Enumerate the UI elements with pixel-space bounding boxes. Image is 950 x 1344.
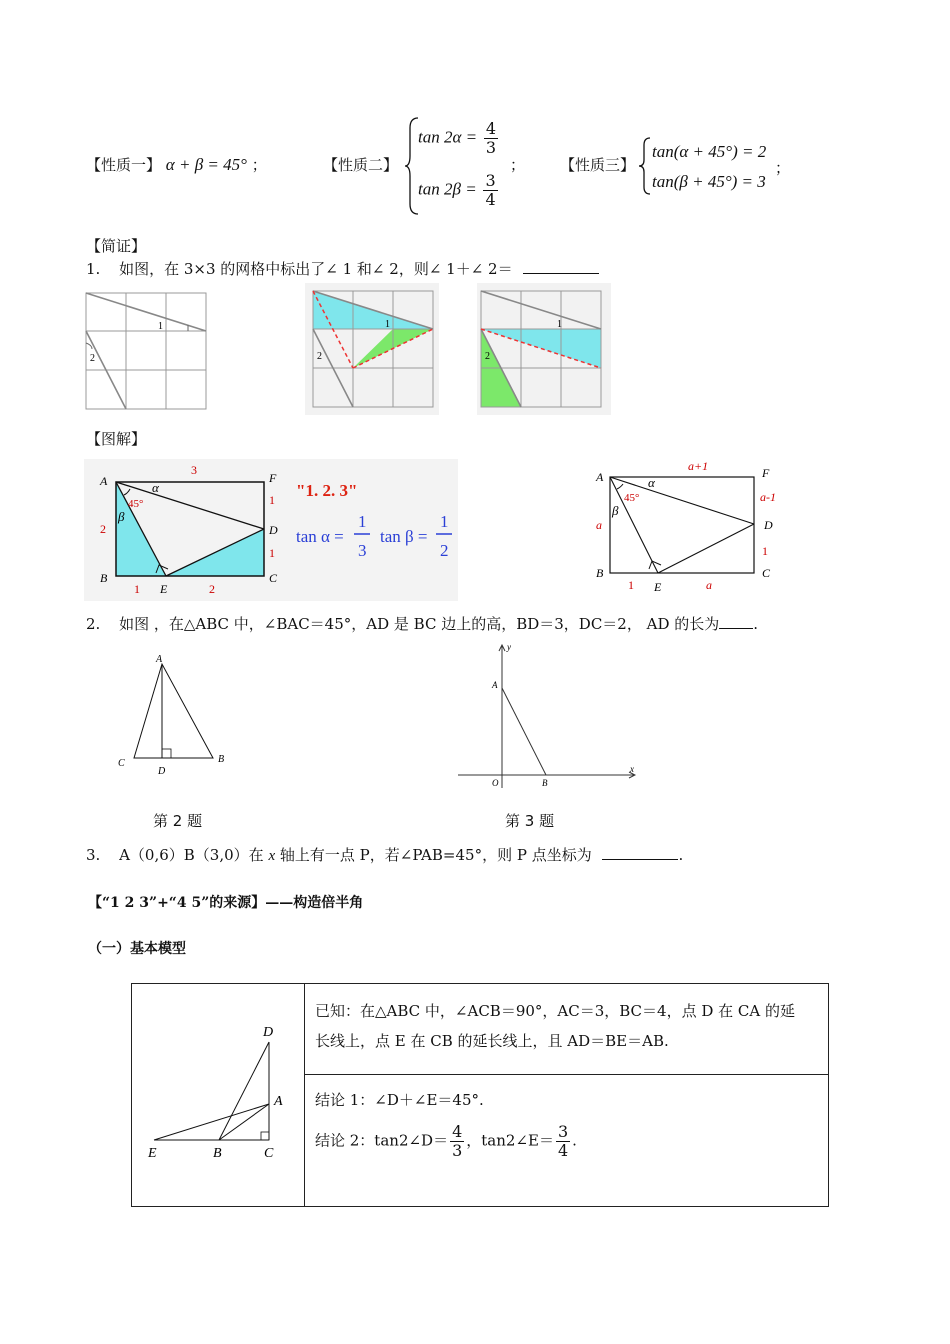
question-2-end: . xyxy=(753,615,759,633)
d2-label-F: F xyxy=(762,466,770,480)
model-label-C: C xyxy=(264,1146,274,1161)
section-heading: 【“1 2 3”+“4 5”的来源】——构造倍半角 xyxy=(88,895,364,911)
model-figure-cell xyxy=(132,984,305,1207)
property-2-frac2 xyxy=(483,172,497,209)
d2-label-B: B xyxy=(596,566,604,580)
figure-3-caption: 第 3 题 xyxy=(505,812,555,830)
d2-len-top: a+1 xyxy=(688,459,709,473)
d2-angle-45: 45° xyxy=(624,492,640,504)
question-3-text-b: 轴上有一点 P，若∠PAB=45°，则 P 点坐标为 xyxy=(279,846,592,864)
model-conclusion-1: 结论 1：∠D＋∠E＝45°. xyxy=(315,1091,484,1109)
model-given-cell xyxy=(305,984,829,1075)
proof-heading: 【简证】 xyxy=(86,237,147,255)
fig3-label-A: A xyxy=(492,680,498,690)
d2-label-C: C xyxy=(762,566,771,580)
model-label-B: B xyxy=(213,1146,222,1161)
frac-num: 3 xyxy=(485,171,496,190)
answer-blank-3[interactable] xyxy=(602,859,678,860)
model-conclusion-cell xyxy=(305,1075,829,1207)
grid-3-angle-1-label: 1 xyxy=(557,319,562,330)
figure-3-coordinate xyxy=(450,640,640,790)
grid-figure-3 xyxy=(477,283,611,415)
property-2-label: 【性质二】 xyxy=(323,156,399,174)
frac-num: 4 xyxy=(452,1122,463,1141)
property-2-line2 xyxy=(418,172,500,209)
d2-len-bottom1: 1 xyxy=(628,578,634,592)
property-2-line1-left: tan 2α = xyxy=(418,127,478,147)
fig3-label-B: B xyxy=(542,778,548,788)
model-frac-1 xyxy=(450,1123,464,1160)
property-3-line2: tan(β + 45°) = 3 xyxy=(652,172,766,191)
grid-figure-1 xyxy=(84,291,208,411)
d1-tan-beta: tan β = xyxy=(380,527,428,546)
model-conclusion-2-b: ，tan2∠E＝ xyxy=(466,1131,554,1150)
d1-tan-alpha-num: 1 xyxy=(358,512,367,531)
d2-label-E: E xyxy=(654,580,662,594)
d1-angle-45: 45° xyxy=(128,498,144,510)
grid-1-angle-1-label: 1 xyxy=(158,321,163,332)
diagram-2 xyxy=(590,459,790,599)
model-frac-2 xyxy=(556,1123,570,1160)
model-figure xyxy=(132,984,304,1202)
question-3 xyxy=(86,845,683,866)
grid-2-angle-2-label: 2 xyxy=(317,351,322,362)
property-1 xyxy=(86,155,267,175)
d1-tan-beta-num: 1 xyxy=(440,512,449,531)
property-2-line1 xyxy=(418,120,500,157)
fig2-label-C: C xyxy=(118,758,125,769)
d1-label-C: C xyxy=(269,571,278,585)
property-1-formula: α + β = 45° xyxy=(165,155,247,174)
question-3-var: x xyxy=(268,848,276,864)
model-given-line1: 已知：在△ABC 中，∠ACB＝90°，AC＝3，BC＝4，点 D 在 CA 的延 xyxy=(315,1002,795,1020)
frac-den: 3 xyxy=(485,138,497,157)
fig3-label-O: O xyxy=(492,778,499,788)
d2-label-A: A xyxy=(596,470,604,484)
d2-len-bottom2: a xyxy=(706,578,712,592)
question-3-number: 3. xyxy=(86,846,101,864)
d1-tan-beta-den: 2 xyxy=(440,541,449,560)
d1-label-F: F xyxy=(269,471,277,485)
fig2-label-D: D xyxy=(158,766,166,777)
property-3-brace xyxy=(638,136,652,196)
model-label-E: E xyxy=(148,1146,157,1161)
d2-len-right1: a-1 xyxy=(760,490,776,504)
question-3-text-a: A（0,6）B（3,0）在 xyxy=(119,846,264,864)
question-1 xyxy=(86,259,599,279)
d1-beta: β xyxy=(118,509,125,524)
grid-figure-2 xyxy=(305,283,439,415)
d1-len-left: 2 xyxy=(100,522,106,536)
fig3-label-y: y xyxy=(507,642,511,652)
d1-len-bottom1: 1 xyxy=(134,582,140,596)
grid-2-angle-1-label: 1 xyxy=(385,319,390,330)
model-conclusion-2-a: 结论 2：tan2∠D＝ xyxy=(315,1131,449,1150)
grid-1-angle-2-label: 2 xyxy=(90,353,95,364)
d2-len-left: a xyxy=(596,518,602,532)
basic-model-table xyxy=(131,983,829,1207)
question-1-number: 1. xyxy=(86,260,101,278)
d1-len-right2: 1 xyxy=(269,546,275,560)
model-label-D: D xyxy=(263,1025,274,1040)
question-1-text: 如图，在 3×3 的网格中标出了∠ 1 和∠ 2，则∠ 1＋∠ 2＝ xyxy=(119,260,513,278)
fig3-label-x: x xyxy=(630,764,634,774)
d1-label-B: B xyxy=(100,571,108,585)
d2-len-right2: 1 xyxy=(762,544,768,558)
d1-len-top: 3 xyxy=(191,463,197,477)
sub-heading: （一）基本模型 xyxy=(88,941,186,957)
d2-alpha: α xyxy=(648,475,655,490)
d1-len-bottom2: 2 xyxy=(209,582,215,596)
d2-label-D: D xyxy=(764,518,773,532)
question-2 xyxy=(86,614,758,634)
fig2-label-B: B xyxy=(218,754,225,765)
property-1-label: 【性质一】 xyxy=(86,156,162,174)
d1-len-right1: 1 xyxy=(269,493,275,507)
d2-beta: β xyxy=(612,503,619,518)
frac-num: 4 xyxy=(485,119,497,138)
d1-tan-alpha-den: 3 xyxy=(358,541,367,560)
answer-blank-2[interactable] xyxy=(719,628,753,629)
model-conclusion-2-end: . xyxy=(572,1131,577,1150)
question-2-text: 如图 ，在△ABC 中，∠BAC＝45°，AD 是 BC 边上的高，BD＝3，DC＝2， AD 的长为 xyxy=(119,615,720,633)
property-3-label: 【性质三】 xyxy=(560,156,636,174)
property-3-end: ； xyxy=(775,159,791,177)
question-2-number: 2. xyxy=(86,615,101,633)
grid-3-angle-2-label: 2 xyxy=(485,351,490,362)
frac-den: 4 xyxy=(485,190,496,209)
fig2-label-A: A xyxy=(156,654,163,665)
question-3-end: . xyxy=(678,846,684,864)
d1-label-D: D xyxy=(269,523,278,537)
answer-blank-1[interactable] xyxy=(523,273,599,274)
frac-num: 3 xyxy=(557,1122,569,1141)
model-label-A: A xyxy=(274,1094,283,1109)
d1-tan-alpha: tan α = xyxy=(296,527,344,546)
figure-2-triangle xyxy=(110,650,240,780)
d1-label-E: E xyxy=(160,582,168,596)
d1-quote: "1. 2. 3" xyxy=(296,481,358,500)
model-given-line2: 长线上，点 E 在 CB 的延长线上，且 AD＝BE＝AB. xyxy=(315,1032,669,1050)
d1-label-A: A xyxy=(100,474,108,488)
property-2-frac1 xyxy=(484,120,498,157)
property-1-end: ； xyxy=(251,156,267,174)
model-conclusion-2 xyxy=(315,1123,820,1160)
property-3-line1: tan(α + 45°) = 2 xyxy=(652,142,767,161)
diagram-1 xyxy=(84,459,458,601)
d1-alpha: α xyxy=(152,480,159,495)
figure-2-caption: 第 2 题 xyxy=(153,812,203,830)
property-2-end: ； xyxy=(510,156,526,174)
frac-den: 3 xyxy=(452,1141,463,1160)
frac-den: 4 xyxy=(557,1141,569,1160)
diagram-heading: 【图解】 xyxy=(86,430,147,448)
property-2-line2-left: tan 2β = xyxy=(418,179,477,199)
